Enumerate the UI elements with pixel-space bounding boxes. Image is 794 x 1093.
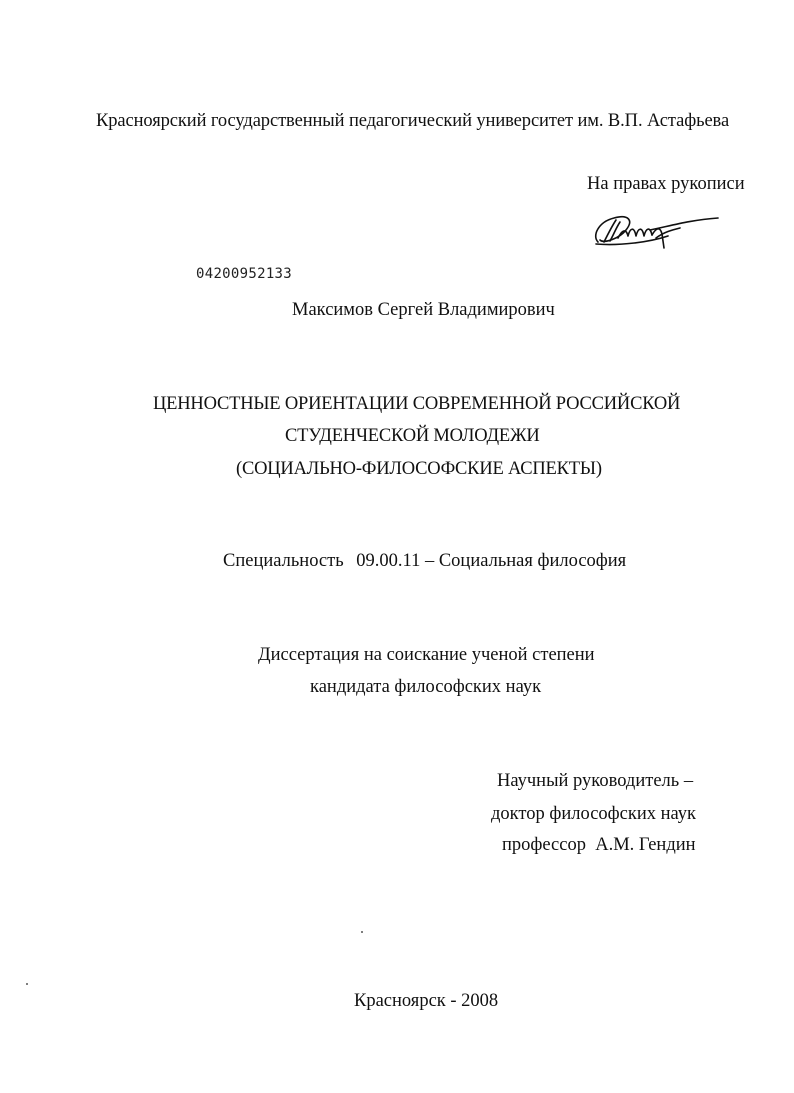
dissertation-title-line-3: (СОЦИАЛЬНО-ФИЛОСОФСКИЕ АСПЕКТЫ) bbox=[236, 459, 602, 479]
document-number: 04200952133 bbox=[196, 266, 293, 282]
advisor-degree: доктор философских наук bbox=[491, 804, 697, 824]
scan-speck bbox=[361, 931, 363, 933]
university-name: Красноярский государственный педагогический университет им. В.П. Астафьева bbox=[96, 111, 730, 131]
advisor-role: Научный руководитель – bbox=[497, 771, 694, 791]
scan-speck bbox=[26, 983, 28, 985]
specialty-label: Специальность bbox=[223, 551, 344, 571]
author-name: Максимов Сергей Владимирович bbox=[292, 300, 555, 320]
degree-line-2: кандидата философских наук bbox=[310, 677, 542, 697]
city-year: Красноярск - 2008 bbox=[354, 991, 499, 1011]
dissertation-title-line-1: ЦЕННОСТНЫЕ ОРИЕНТАЦИИ СОВРЕМЕННОЙ РОССИЙСКОЙ bbox=[153, 394, 681, 414]
dissertation-title-line-2: СТУДЕНЧЕСКОЙ МОЛОДЕЖИ bbox=[285, 426, 540, 446]
manuscript-note: На правах рукописи bbox=[587, 174, 745, 194]
degree-line-1: Диссертация на соискание ученой степени bbox=[258, 645, 595, 665]
specialty-line bbox=[223, 550, 626, 572]
specialty-code-name: 09.00.11 – Социальная философия bbox=[356, 551, 627, 571]
advisor-name: профессор А.М. Гендин bbox=[502, 835, 696, 855]
signature-icon bbox=[590, 208, 720, 250]
